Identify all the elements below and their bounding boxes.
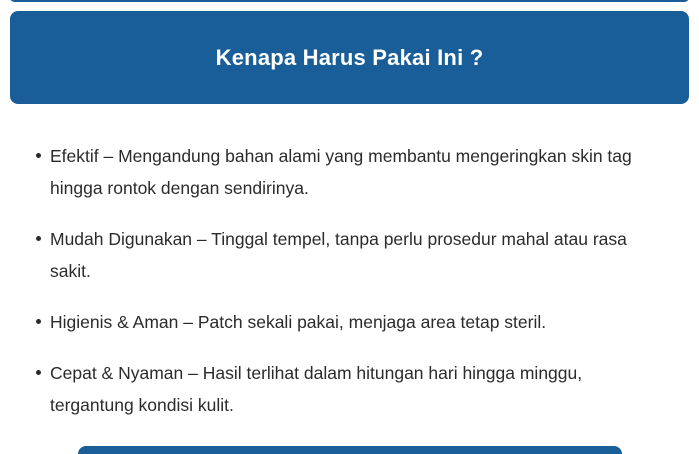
benefits-list [0, 140, 670, 440]
next-section-top-edge [78, 446, 622, 454]
bullet-icon [36, 153, 41, 158]
benefit-text: Efektif – Mengandung bahan alami yang membantu mengeringkan skin tag hingga rontok dengan sendirinya. [50, 146, 632, 198]
bullet-icon [36, 319, 41, 324]
benefit-text: Cepat & Nyaman – Hasil terlihat dalam hitungan hari hingga minggu, tergantung kondisi kulit. [50, 363, 583, 415]
list-item [50, 140, 670, 204]
benefit-text: Higienis & Aman – Patch sekali pakai, menjaga area tetap steril. [50, 312, 547, 332]
previous-section-bottom-edge [10, 0, 689, 2]
list-item [50, 357, 670, 421]
list-item [50, 306, 670, 338]
list-item [50, 223, 670, 287]
bullet-icon [36, 236, 41, 241]
benefit-text: Mudah Digunakan – Tinggal tempel, tanpa perlu prosedur mahal atau rasa sakit. [50, 229, 627, 281]
section-title: Kenapa Harus Pakai Ini ? [215, 44, 484, 70]
bullet-icon [36, 370, 41, 375]
section-header-banner [10, 11, 689, 104]
